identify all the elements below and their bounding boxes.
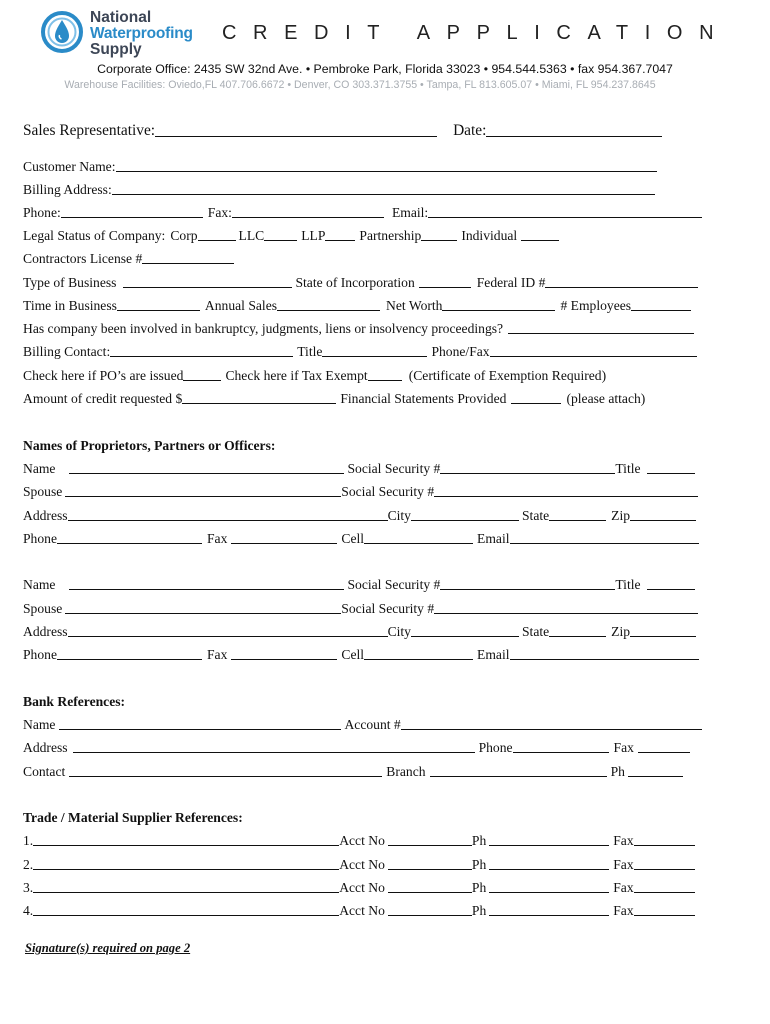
annual-sales-field[interactable] bbox=[277, 310, 380, 311]
bankruptcy-field[interactable] bbox=[508, 333, 694, 334]
billing-title-field[interactable] bbox=[322, 356, 427, 357]
credit-requested-row bbox=[23, 389, 703, 407]
billing-address-label: Billing Address: bbox=[23, 182, 112, 197]
state-of-incorporation-field[interactable] bbox=[419, 287, 471, 288]
bank-ph-field[interactable] bbox=[628, 776, 683, 777]
spouse-ssn-label: Social Security # bbox=[341, 601, 435, 616]
officers-heading-row bbox=[23, 436, 703, 454]
annual-sales-label: Annual Sales bbox=[204, 298, 278, 313]
officer-1-name-row bbox=[23, 459, 703, 477]
trade-acct-label: Acct No bbox=[339, 857, 385, 872]
trade-ref-number: 2. bbox=[23, 857, 34, 872]
net-worth-field[interactable] bbox=[442, 310, 555, 311]
officer-title-field[interactable] bbox=[647, 589, 695, 590]
trade-ph-label: Ph bbox=[471, 880, 487, 895]
zip-field[interactable] bbox=[630, 636, 696, 637]
phone-field[interactable] bbox=[61, 217, 203, 218]
logo-text-supply: Supply bbox=[90, 41, 142, 58]
fax-field[interactable] bbox=[232, 217, 384, 218]
city-field[interactable] bbox=[411, 520, 519, 521]
bank-account-label: Account # bbox=[344, 717, 401, 732]
logo-text-waterproofing: Waterproofing bbox=[90, 25, 193, 42]
exemption-note: (Certificate of Exemption Required) bbox=[408, 368, 607, 383]
officer-2-name-row bbox=[23, 575, 703, 593]
billing-contact-row bbox=[23, 342, 703, 360]
trade-ph-label: Ph bbox=[471, 903, 487, 918]
fax-label: Fax: bbox=[207, 205, 232, 220]
time-in-business-field[interactable] bbox=[117, 310, 200, 311]
llc-field[interactable] bbox=[264, 240, 297, 241]
type-of-business-label: Type of Business bbox=[23, 275, 117, 290]
officer-1-spouse-row bbox=[23, 482, 703, 500]
corp-field[interactable] bbox=[198, 240, 236, 241]
bank-ph-label: Ph bbox=[610, 764, 625, 779]
officer-email-field[interactable] bbox=[510, 659, 699, 660]
trade-fax-label: Fax bbox=[613, 857, 634, 872]
officer-phone-label: Phone bbox=[23, 531, 57, 546]
trade-ref-name-field[interactable] bbox=[33, 845, 339, 846]
state-of-incorporation-label: State of Incorporation bbox=[295, 275, 415, 290]
trade-fax-field[interactable] bbox=[634, 869, 695, 870]
net-worth-label: Net Worth bbox=[386, 298, 443, 313]
officer-cell-label: Cell bbox=[341, 531, 365, 546]
bank-contact-field[interactable] bbox=[69, 776, 382, 777]
trade-ph-field[interactable] bbox=[489, 915, 609, 916]
trade-ref-name-field[interactable] bbox=[33, 915, 339, 916]
zip-label: Zip bbox=[611, 624, 631, 639]
state-field[interactable] bbox=[549, 520, 606, 521]
officer-1-phone-row bbox=[23, 529, 703, 547]
officer-name-label: Name bbox=[23, 461, 56, 476]
officer-1-address-row bbox=[23, 506, 703, 524]
trade-fax-field[interactable] bbox=[634, 845, 695, 846]
bank-heading: Bank References: bbox=[23, 694, 126, 709]
trade-ref-name-field[interactable] bbox=[33, 869, 339, 870]
corp-label: Corp bbox=[170, 228, 198, 243]
trade-ref-row bbox=[23, 901, 703, 919]
officers-heading: Names of Proprietors, Partners or Officers: bbox=[23, 438, 276, 453]
bank-fax-field[interactable] bbox=[638, 752, 690, 753]
trade-fax-label: Fax bbox=[613, 903, 634, 918]
billing-title-label: Title bbox=[297, 344, 323, 359]
trade-ref-number: 1. bbox=[23, 833, 34, 848]
trade-acct-label: Acct No bbox=[339, 880, 385, 895]
date-field[interactable] bbox=[486, 136, 662, 137]
officer-name-label: Name bbox=[23, 577, 56, 592]
officer-email-field[interactable] bbox=[510, 543, 699, 544]
officer-2-phone-row bbox=[23, 645, 703, 663]
individual-label: Individual bbox=[461, 228, 518, 243]
customer-name-field[interactable] bbox=[116, 171, 657, 172]
trade-ref-row bbox=[23, 878, 703, 896]
federal-id-label: Federal ID # bbox=[476, 275, 546, 290]
officer-title-label: Title bbox=[615, 461, 641, 476]
llp-field[interactable] bbox=[325, 240, 355, 241]
customer-name-row bbox=[23, 157, 703, 175]
trade-ph-field[interactable] bbox=[489, 845, 609, 846]
trade-ph-label: Ph bbox=[471, 833, 487, 848]
bank-name-field[interactable] bbox=[59, 729, 341, 730]
po-tax-exempt-row bbox=[23, 366, 703, 384]
state-field[interactable] bbox=[549, 636, 606, 637]
bank-branch-field[interactable] bbox=[430, 776, 607, 777]
trade-acct-label: Acct No bbox=[339, 903, 385, 918]
email-field[interactable] bbox=[428, 217, 702, 218]
phone-fax-email-row bbox=[23, 203, 703, 221]
bank-branch-label: Branch bbox=[386, 764, 426, 779]
state-label: State bbox=[521, 508, 550, 523]
bank-address-row bbox=[23, 738, 703, 756]
employees-field[interactable] bbox=[631, 310, 691, 311]
trade-ref-row bbox=[23, 855, 703, 873]
spouse-name-field[interactable] bbox=[65, 496, 341, 497]
spouse-ssn-field[interactable] bbox=[434, 613, 698, 614]
bank-contact-label: Contact bbox=[23, 764, 66, 779]
tax-exempt-check-label: Check here if Tax Exempt bbox=[225, 368, 368, 383]
bank-heading-row bbox=[23, 692, 703, 710]
spouse-label: Spouse bbox=[23, 484, 63, 499]
bank-fax-label: Fax bbox=[613, 740, 634, 755]
officer-name-field[interactable] bbox=[69, 473, 344, 474]
water-drop-icon bbox=[40, 8, 88, 56]
bank-address-label: Address bbox=[23, 740, 68, 755]
logo-text-national: National bbox=[90, 9, 152, 26]
bank-phone-label: Phone bbox=[478, 740, 513, 755]
address-label: Address bbox=[23, 508, 68, 523]
trade-acct-field[interactable] bbox=[388, 869, 472, 870]
officer-name-field[interactable] bbox=[69, 589, 344, 590]
trade-acct-field[interactable] bbox=[388, 845, 472, 846]
officer-fax-label: Fax bbox=[206, 531, 228, 546]
partnership-field[interactable] bbox=[421, 240, 457, 241]
officer-email-label: Email bbox=[477, 647, 510, 662]
trade-heading-row bbox=[23, 808, 703, 826]
trade-acct-label: Acct No bbox=[339, 833, 385, 848]
type-of-business-row bbox=[23, 273, 703, 291]
billing-address-field[interactable] bbox=[112, 194, 655, 195]
officer-title-field[interactable] bbox=[647, 473, 695, 474]
officer-phone-field[interactable] bbox=[57, 543, 202, 544]
city-label: City bbox=[387, 508, 411, 523]
contractors-license-field[interactable] bbox=[142, 263, 234, 264]
officer-cell-label: Cell bbox=[341, 647, 365, 662]
po-check-label: Check here if PO’s are issued bbox=[23, 368, 184, 383]
email-label: Email: bbox=[391, 205, 429, 220]
credit-requested-field[interactable] bbox=[182, 403, 336, 404]
billing-contact-label: Billing Contact: bbox=[23, 344, 111, 359]
phone-label: Phone: bbox=[23, 205, 61, 220]
trade-fax-field[interactable] bbox=[634, 892, 695, 893]
llp-label: LLP bbox=[301, 228, 326, 243]
officer-phone-field[interactable] bbox=[57, 659, 202, 660]
officer-fax-field[interactable] bbox=[231, 659, 337, 660]
officer-2-spouse-row bbox=[23, 599, 703, 617]
billing-contact-field[interactable] bbox=[110, 356, 293, 357]
trade-ref-number: 4. bbox=[23, 903, 34, 918]
address-field[interactable] bbox=[68, 636, 388, 637]
spouse-label: Spouse bbox=[23, 601, 63, 616]
bank-phone-field[interactable] bbox=[513, 752, 609, 753]
officer-title-label: Title bbox=[615, 577, 641, 592]
trade-ph-field[interactable] bbox=[489, 869, 609, 870]
trade-ref-number: 3. bbox=[23, 880, 34, 895]
trade-heading: Trade / Material Supplier References: bbox=[23, 810, 243, 825]
legal-status-label: Legal Status of Company: bbox=[23, 228, 166, 243]
contractors-license-label: Contractors License # bbox=[23, 251, 143, 266]
trade-fax-label: Fax bbox=[613, 833, 634, 848]
financial-statements-label: Financial Statements Provided bbox=[340, 391, 507, 406]
officer-ssn-field[interactable] bbox=[440, 589, 615, 590]
please-attach-note: (please attach) bbox=[566, 391, 646, 406]
bankruptcy-row bbox=[23, 319, 703, 337]
officer-fax-label: Fax bbox=[206, 647, 228, 662]
officer-fax-field[interactable] bbox=[231, 543, 337, 544]
trade-acct-field[interactable] bbox=[388, 915, 472, 916]
bank-name-label: Name bbox=[23, 717, 56, 732]
sales-rep-label: Sales Representative: bbox=[23, 122, 156, 139]
officer-cell-field[interactable] bbox=[364, 543, 473, 544]
bankruptcy-question: Has company been involved in bankruptcy, judgments, liens or insolvency proceedings? bbox=[23, 321, 504, 336]
bank-account-field[interactable] bbox=[401, 729, 702, 730]
trade-ph-field[interactable] bbox=[489, 892, 609, 893]
time-in-business-row bbox=[23, 296, 703, 314]
federal-id-field[interactable] bbox=[545, 287, 698, 288]
spouse-name-field[interactable] bbox=[65, 613, 341, 614]
state-label: State bbox=[521, 624, 550, 639]
customer-name-label: Customer Name: bbox=[23, 159, 116, 174]
spouse-ssn-field[interactable] bbox=[434, 496, 698, 497]
sales-rep-row bbox=[23, 120, 703, 140]
spouse-ssn-label: Social Security # bbox=[341, 484, 435, 499]
credit-requested-label: Amount of credit requested $ bbox=[23, 391, 183, 406]
officer-ssn-label: Social Security # bbox=[347, 577, 441, 592]
bank-contact-row bbox=[23, 762, 703, 780]
billing-address-row bbox=[23, 180, 703, 198]
individual-field[interactable] bbox=[521, 240, 559, 241]
bank-address-field[interactable] bbox=[73, 752, 475, 753]
trade-ph-label: Ph bbox=[471, 857, 487, 872]
phone-fax-label: Phone/Fax bbox=[431, 344, 490, 359]
trade-fax-field[interactable] bbox=[634, 915, 695, 916]
phone-fax-field[interactable] bbox=[490, 356, 697, 357]
partnership-label: Partnership bbox=[359, 228, 422, 243]
time-in-business-label: Time in Business bbox=[23, 298, 117, 313]
trade-ref-row bbox=[23, 831, 703, 849]
legal-status-row bbox=[23, 226, 703, 244]
date-label: Date: bbox=[453, 122, 487, 139]
officer-ssn-label: Social Security # bbox=[347, 461, 441, 476]
officer-email-label: Email bbox=[477, 531, 510, 546]
bank-name-row bbox=[23, 715, 703, 733]
tax-exempt-check-field[interactable] bbox=[368, 380, 402, 381]
officer-phone-label: Phone bbox=[23, 647, 57, 662]
llc-label: LLC bbox=[238, 228, 265, 243]
sales-rep-field[interactable] bbox=[155, 136, 437, 137]
employees-label: # Employees bbox=[560, 298, 632, 313]
trade-ref-name-field[interactable] bbox=[33, 892, 339, 893]
company-logo bbox=[40, 8, 210, 60]
officer-2-address-row bbox=[23, 622, 703, 640]
corporate-office-line: Corporate Office: 2435 SW 32nd Ave. • Pembroke Park, Florida 33023 • 954.544.5363 • fax 954.367.7047 bbox=[97, 62, 673, 76]
city-field[interactable] bbox=[411, 636, 519, 637]
address-label: Address bbox=[23, 624, 68, 639]
zip-label: Zip bbox=[611, 508, 631, 523]
warehouse-facilities-line: Warehouse Facilities: Oviedo,FL 407.706.6672 • Denver, CO 303.371.3755 • Tampa, FL 813.605.07 • Miami, FL 954.237.8645 bbox=[64, 79, 656, 91]
financial-statements-field[interactable] bbox=[511, 403, 561, 404]
type-of-business-field[interactable] bbox=[123, 287, 292, 288]
trade-acct-field[interactable] bbox=[388, 892, 472, 893]
signature-required-note: Signature(s) required on page 2 bbox=[25, 941, 191, 955]
trade-fax-label: Fax bbox=[613, 880, 634, 895]
document-title: CREDIT APPLICATION bbox=[222, 22, 731, 44]
officer-ssn-field[interactable] bbox=[440, 473, 615, 474]
contractors-license-row bbox=[23, 249, 703, 267]
officer-cell-field[interactable] bbox=[364, 659, 473, 660]
city-label: City bbox=[387, 624, 411, 639]
address-field[interactable] bbox=[68, 520, 388, 521]
po-check-field[interactable] bbox=[183, 380, 221, 381]
zip-field[interactable] bbox=[630, 520, 696, 521]
